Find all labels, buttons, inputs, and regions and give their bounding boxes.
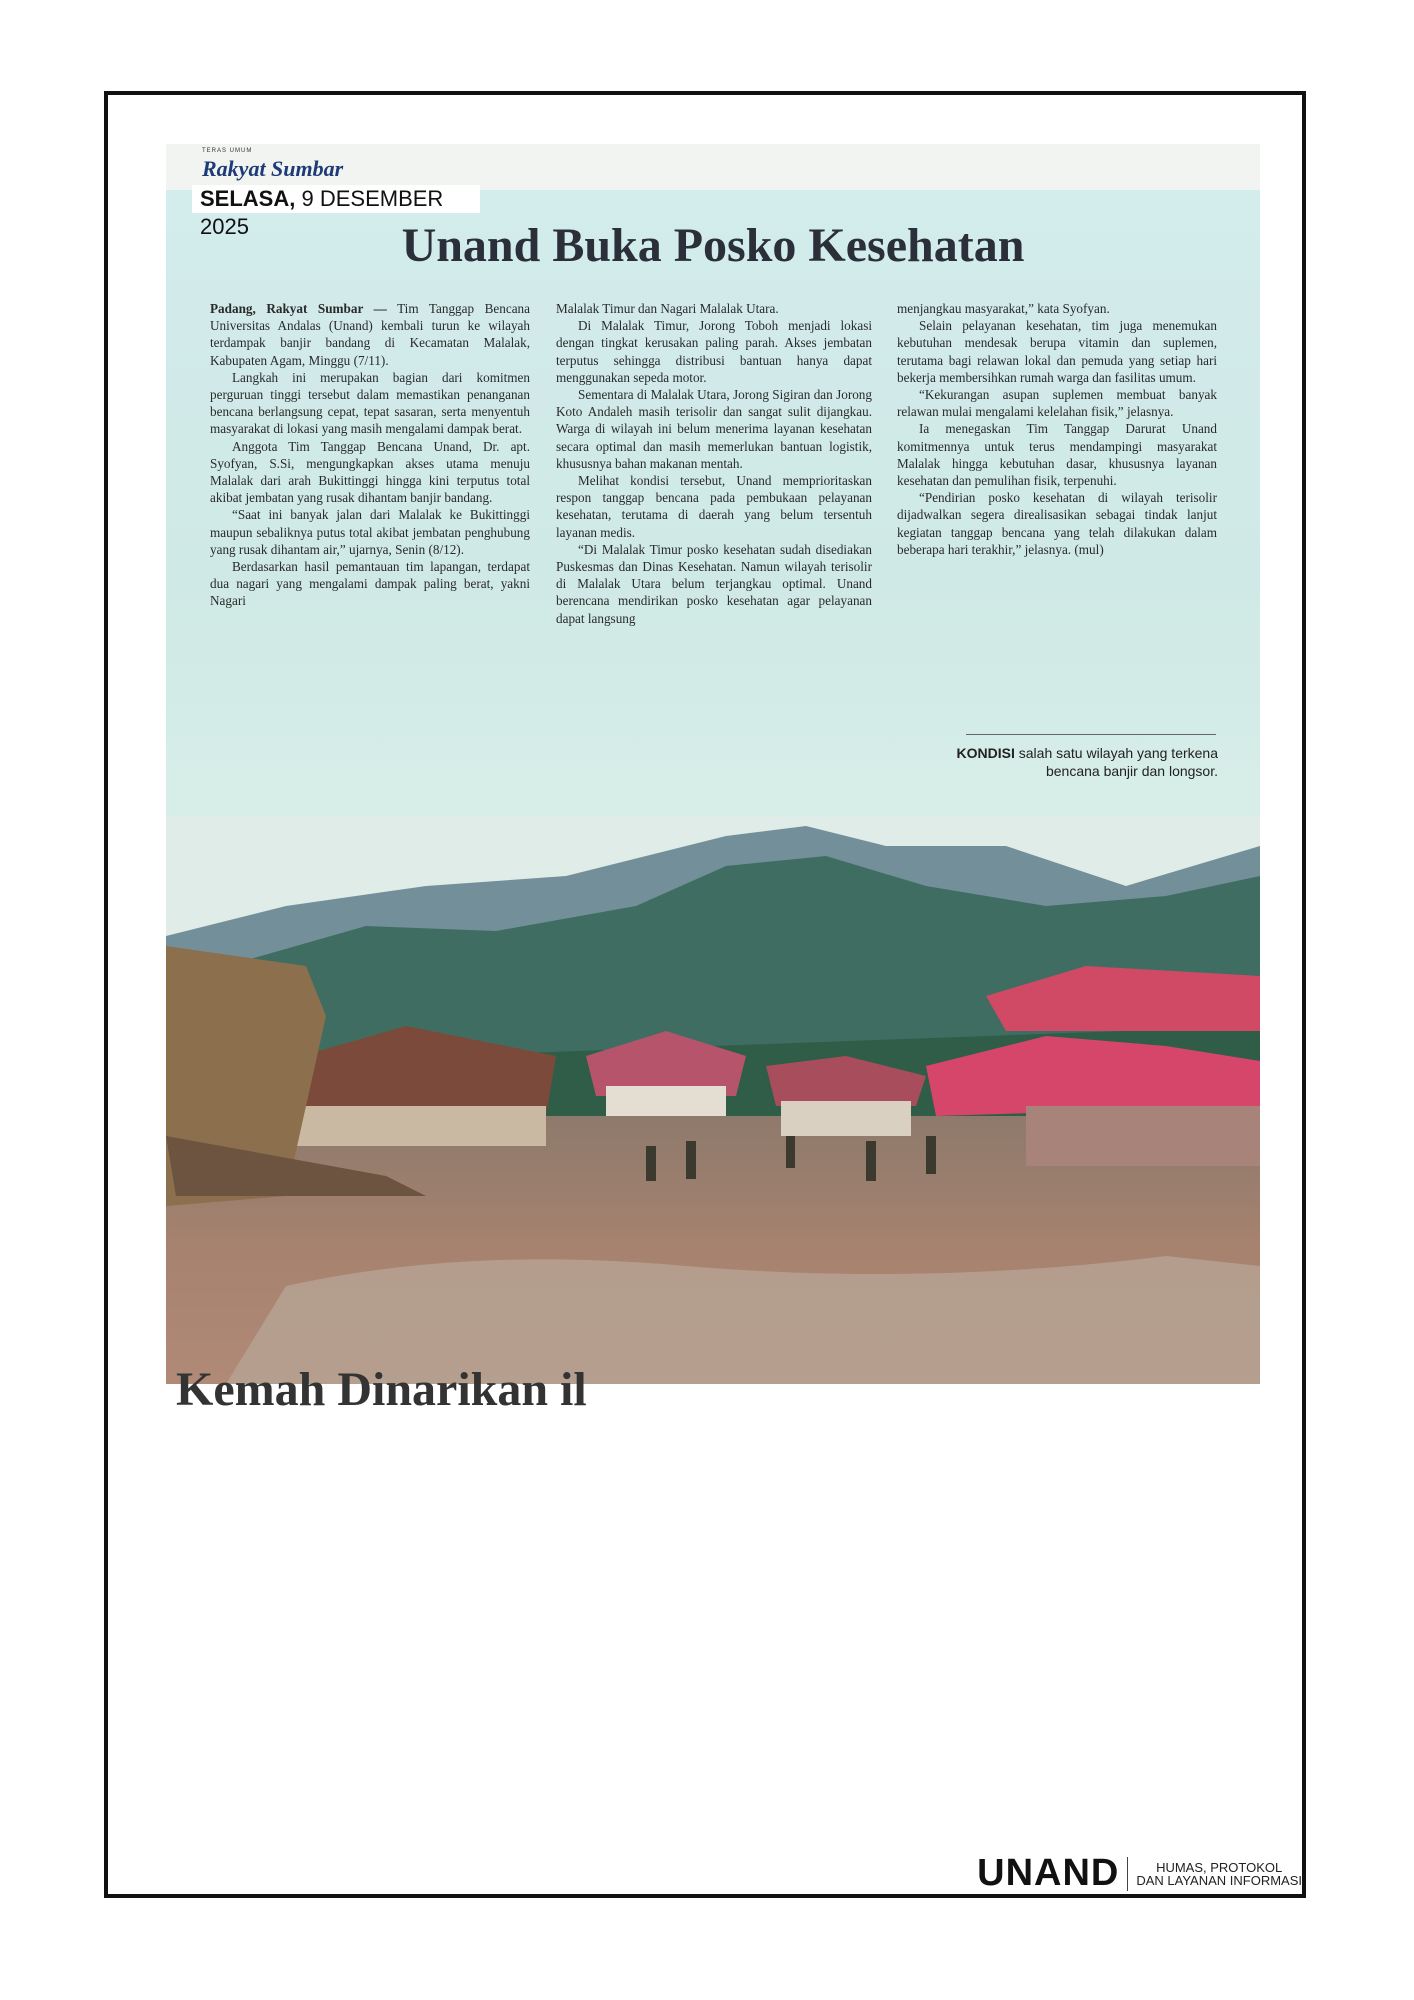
unit-name: HUMAS, PROTOKOL DAN LAYANAN INFORMASI <box>1136 1859 1302 1888</box>
paragraph: Ia menegaskan Tim Tanggap Darurat Unand komitmennya untuk terus mendampingi masyarakat Malalak hingga kebutuhan dasar, khususnya layanan kesehatan dan pemulihan fisik, terpenuhi. <box>897 421 1217 489</box>
caption-text: salah satu wilayah yang terkena bencana banjir dan longsor. <box>1018 745 1218 779</box>
dateline-lead: Padang, Rakyat Sumbar — <box>210 301 387 316</box>
logo-divider <box>1127 1857 1128 1891</box>
paragraph: “Saat ini banyak jalan dari Malalak ke Bukittinggi maupun sebaliknya putus total akibat jembatan penghubung yang rusak dihantam air,” ujarnya, Senin (8/12). <box>210 507 530 557</box>
paragraph: Melihat kondisi tersebut, Unand memprioritaskan respon tanggap bencana pada pembukaan pelayanan kesehatan, terutama di daerah yang belum tersentuh layanan medis. <box>556 473 872 540</box>
house-wall <box>276 1106 546 1146</box>
paragraph: Langkah ini merupakan bagian dari komitmen perguruan tinggi tersebut dalam memastikan penanganan bencana berlangsung cepat, tepat sasaran, serta menyentuh masyarakat di lokasi yang masih mengalami dampak berat. <box>210 369 530 437</box>
house-wall <box>606 1086 726 1116</box>
date-label <box>192 185 480 239</box>
paragraph: Selain pelayanan kesehatan, tim juga menemukan kebutuhan mendesak berupa vitamin dan suplemen, terutama bagi relawan lokal dan pemuda yang setiap hari bekerja membersihkan rumah warga dan fasilitas umum. <box>897 318 1217 385</box>
article-column-2 <box>556 300 872 627</box>
next-article-headline-partial: Kemah Dinarikan il <box>176 1363 587 1416</box>
unand-logo: UNAND <box>977 1852 1120 1894</box>
paragraph: Padang, Rakyat Sumbar — Tim Tanggap Bencana Universitas Andalas (Unand) kembali turun ke wilayah terdampak banjir bandang di Kecamatan Malalak, Kabupaten Agam, Minggu (7/11). <box>210 301 531 368</box>
article-column-1 <box>210 300 530 610</box>
masthead: Rakyat Sumbar <box>202 156 344 181</box>
flood-photo <box>166 816 1260 1384</box>
paragraph: Anggota Tim Tanggap Bencana Unand, Dr. apt. Syofyan, S.Si, mengungkapkan akses utama menuju Malalak dari arah Bukittinggi hingga kini terputus total akibat jembatan yang rusak dihantam banjir bandang. <box>210 438 530 506</box>
house-wall <box>1026 1106 1260 1166</box>
caption-divider <box>966 734 1216 735</box>
paragraph: “Di Malalak Timur posko kesehatan sudah disediakan Puskesmas dan Dinas Kesehatan. Namun wilayah terisolir di Malalak Utara belum terjangkau optimal. Unand berencana mendirikan posko kesehatan agar pelayanan dapat langsung <box>556 541 872 626</box>
caption-label: KONDISI <box>956 745 1015 761</box>
paragraph: menjangkau masyarakat,” kata Syofyan. <box>897 301 1110 316</box>
house-wall <box>781 1101 911 1136</box>
paragraph: “Pendirian posko kesehatan di wilayah terisolir dijadwalkan segera direalisasikan sebagai tindak lanjut kegiatan tanggap bencana yang telah dilakukan dalam beberapa hari terakhir,” jelasnya. (mul) <box>897 490 1217 557</box>
paragraph: Berdasarkan hasil pemantauan tim lapangan, terdapat dua nagari yang mengalami dampak paling berat, yakni Nagari <box>210 559 530 609</box>
newspaper-clipping <box>166 144 1260 1416</box>
photo-caption <box>956 744 1218 780</box>
article-headline: Unand Buka Posko Kesehatan <box>401 219 1025 272</box>
paragraph: “Kekurangan asupan suplemen membuat banyak relawan mulai mengalami kelelahan fisik,” jelasnya. <box>897 387 1217 420</box>
date-day: SELASA, <box>200 186 296 211</box>
paragraph: Malalak Timur dan Nagari Malalak Utara. <box>556 301 779 316</box>
paragraph: Di Malalak Timur, Jorong Toboh menjadi lokasi dengan tingkat kerusakan paling parah. Akses jembatan terputus sehingga distribusi bantuan hanya dapat menggunakan sepeda motor. <box>556 318 872 385</box>
paragraph: Sementara di Malalak Utara, Jorong Sigiran dan Jorong Koto Andaleh masih terisolir dan sangat sulit dijangkau. Warga di wilayah ini belum menerima layanan kesehatan secara optimal dan masih memerlukan bantuan logistik, khususnya bahan makanan mentah. <box>556 387 872 471</box>
footer-logo <box>977 1852 1302 1895</box>
date-rest: 9 DESEMBER 2025 <box>200 186 444 239</box>
article-column-3 <box>897 300 1217 558</box>
masthead-kicker: TERAS UMUM <box>202 148 253 154</box>
